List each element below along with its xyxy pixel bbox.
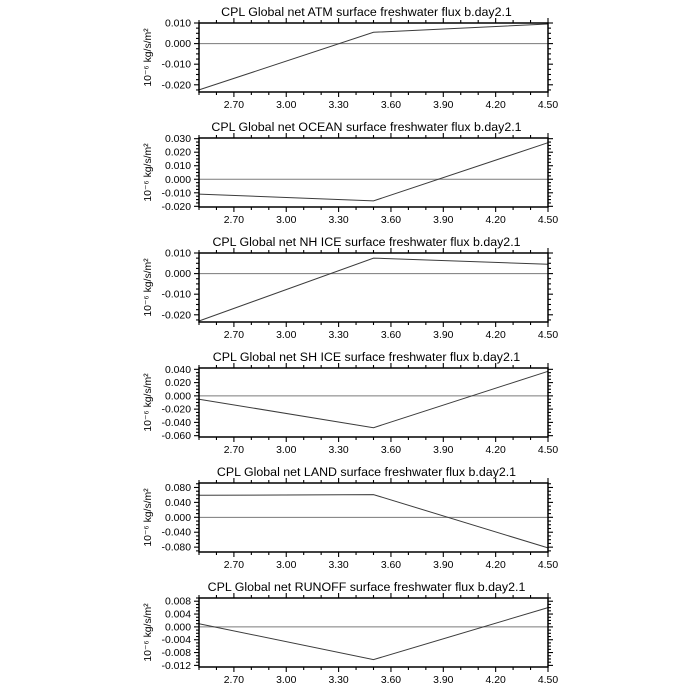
y-tick-label: 0.000	[164, 174, 191, 186]
chart-title: CPL Global net LAND surface freshwater flux b.day2.1	[216, 465, 517, 479]
chart-panel-runoff	[0, 577, 700, 692]
y-tick-label: -0.020	[161, 80, 191, 92]
y-ticks	[194, 598, 553, 665]
x-tick-label: 4.50	[537, 100, 559, 111]
x-tick-label: 3.00	[276, 675, 297, 686]
chart-title: CPL Global net NH ICE surface freshwater flux b.day2.1	[212, 235, 521, 249]
y-tick-label: 0.040	[164, 497, 191, 509]
y-tick-label: -0.040	[161, 527, 191, 539]
x-tick-label: 2.70	[223, 445, 245, 456]
plot-frame	[199, 598, 548, 667]
x-tick-label: 3.30	[328, 675, 349, 686]
y-tick-labels	[162, 483, 192, 554]
x-tick-labels	[224, 675, 559, 686]
y-ticks	[194, 23, 553, 90]
y-axis-label: 10⁻⁶ kg/s/m²	[143, 143, 154, 202]
x-tick-label: 4.50	[537, 675, 559, 686]
y-tick-labels	[162, 597, 192, 672]
plot-frame	[199, 138, 548, 207]
x-tick-label: 3.90	[433, 675, 454, 686]
x-tick-label: 3.60	[380, 330, 402, 341]
x-tick-label: 3.00	[276, 445, 297, 456]
y-tick-label: 0.010	[164, 248, 191, 260]
y-tick-labels	[162, 249, 192, 322]
chart-svg	[0, 347, 700, 462]
x-tick-label: 3.90	[433, 215, 454, 226]
chart-panel-sh-ice	[0, 347, 700, 462]
x-tick-label: 3.30	[328, 330, 349, 341]
x-tick-label: 3.90	[433, 560, 454, 571]
x-tick-labels	[224, 215, 559, 226]
y-tick-label: 0.000	[164, 512, 191, 524]
x-tick-label: 4.20	[485, 215, 506, 226]
y-tick-label: -0.010	[161, 59, 191, 71]
chart-panel-atm	[0, 2, 700, 117]
y-tick-label: -0.080	[161, 542, 191, 554]
x-tick-label: 3.90	[433, 100, 454, 111]
data-line	[199, 608, 548, 660]
x-ticks	[199, 133, 548, 212]
chart-svg	[0, 117, 700, 232]
x-tick-labels	[224, 445, 559, 456]
x-tick-label: 4.50	[537, 560, 559, 571]
x-tick-label: 3.00	[276, 560, 297, 571]
x-tick-label: 4.20	[485, 445, 506, 456]
x-tick-label: 3.60	[380, 675, 402, 686]
y-tick-label: 0.000	[164, 622, 191, 634]
y-tick-label: 0.040	[164, 364, 191, 376]
y-tick-label: -0.020	[161, 310, 191, 322]
plot-frame	[199, 368, 548, 437]
y-tick-label: 0.000	[164, 269, 191, 281]
y-tick-label: 0.020	[164, 147, 191, 159]
y-tick-label: -0.020	[161, 404, 191, 416]
chart-title: CPL Global net RUNOFF surface freshwater flux b.day2.1	[207, 580, 526, 594]
y-tick-label: 0.000	[164, 391, 191, 403]
x-tick-label: 3.60	[380, 445, 402, 456]
y-tick-label: 0.080	[164, 482, 191, 494]
x-ticks	[199, 363, 548, 442]
x-tick-label: 2.70	[223, 560, 245, 571]
plot-frame	[199, 23, 548, 92]
chart-title: CPL Global net ATM surface freshwater flux b.day2.1	[221, 5, 512, 19]
y-tick-label: 0.010	[164, 18, 191, 30]
y-tick-label: 0.030	[164, 134, 191, 146]
chart-svg	[0, 2, 700, 117]
x-tick-labels	[224, 560, 559, 571]
x-tick-label: 3.60	[380, 100, 402, 111]
y-tick-label: -0.060	[161, 431, 191, 443]
chart-svg	[0, 462, 700, 577]
chart-title: CPL Global net SH ICE surface freshwater flux b.day2.1	[212, 350, 521, 364]
x-tick-label: 4.20	[485, 560, 506, 571]
y-tick-label: -0.020	[161, 201, 191, 213]
x-tick-label: 3.00	[276, 100, 297, 111]
chart-panel-ocean	[0, 117, 700, 232]
x-tick-label: 3.60	[380, 560, 402, 571]
y-axis-label: 10⁻⁶ kg/s/m²	[143, 603, 154, 662]
y-tick-labels	[162, 19, 192, 92]
data-line	[199, 143, 548, 201]
x-tick-label: 3.00	[276, 215, 297, 226]
x-tick-label: 3.30	[328, 100, 349, 111]
x-tick-label: 4.50	[537, 215, 559, 226]
x-tick-label: 4.50	[537, 330, 559, 341]
y-tick-label: -0.040	[161, 417, 191, 429]
data-line	[199, 371, 548, 427]
y-tick-label: 0.000	[164, 39, 191, 51]
x-tick-label: 3.00	[276, 330, 297, 341]
x-tick-label: 3.90	[433, 330, 454, 341]
y-tick-label: 0.010	[164, 161, 191, 173]
y-tick-labels	[162, 134, 192, 213]
x-tick-label: 4.50	[537, 445, 559, 456]
y-tick-label: -0.012	[161, 660, 191, 672]
y-axis-label: 10⁻⁶ kg/s/m²	[143, 258, 154, 317]
data-line	[199, 24, 548, 90]
x-tick-label: 3.30	[328, 445, 349, 456]
chart-panel-land	[0, 462, 700, 577]
y-tick-label: 0.008	[164, 596, 191, 608]
chart-title: CPL Global net OCEAN surface freshwater flux b.day2.1	[211, 120, 522, 134]
x-tick-label: 3.60	[380, 215, 402, 226]
x-ticks	[199, 18, 548, 97]
y-tick-label: -0.004	[161, 635, 191, 647]
x-tick-label: 2.70	[223, 215, 245, 226]
y-axis-label: 10⁻⁶ kg/s/m²	[143, 373, 154, 432]
plot-frame	[199, 253, 548, 322]
chart-svg	[0, 577, 700, 692]
chart-svg	[0, 232, 700, 347]
y-ticks	[194, 369, 553, 435]
x-tick-label: 3.30	[328, 215, 349, 226]
x-tick-label: 2.70	[223, 675, 245, 686]
x-tick-label: 2.70	[223, 100, 245, 111]
y-tick-label: -0.008	[161, 648, 191, 660]
y-tick-label: -0.010	[161, 289, 191, 301]
y-axis-label: 10⁻⁶ kg/s/m²	[143, 28, 154, 87]
x-tick-label: 2.70	[223, 330, 245, 341]
y-tick-label: -0.010	[161, 188, 191, 200]
y-tick-label: 0.020	[164, 378, 191, 390]
x-tick-labels	[224, 330, 559, 341]
x-tick-label: 4.20	[485, 330, 506, 341]
x-tick-label: 4.20	[485, 675, 506, 686]
x-tick-labels	[224, 100, 559, 111]
x-tick-label: 3.30	[328, 560, 349, 571]
x-ticks	[199, 248, 548, 327]
x-tick-label: 4.20	[485, 100, 506, 111]
y-tick-labels	[162, 365, 192, 442]
chart-panel-nh-ice	[0, 232, 700, 347]
x-ticks	[199, 593, 548, 672]
data-line	[199, 495, 548, 548]
data-line	[199, 258, 548, 321]
y-tick-label: 0.004	[164, 609, 191, 621]
x-tick-label: 3.90	[433, 445, 454, 456]
y-axis-label: 10⁻⁶ kg/s/m²	[143, 488, 154, 547]
